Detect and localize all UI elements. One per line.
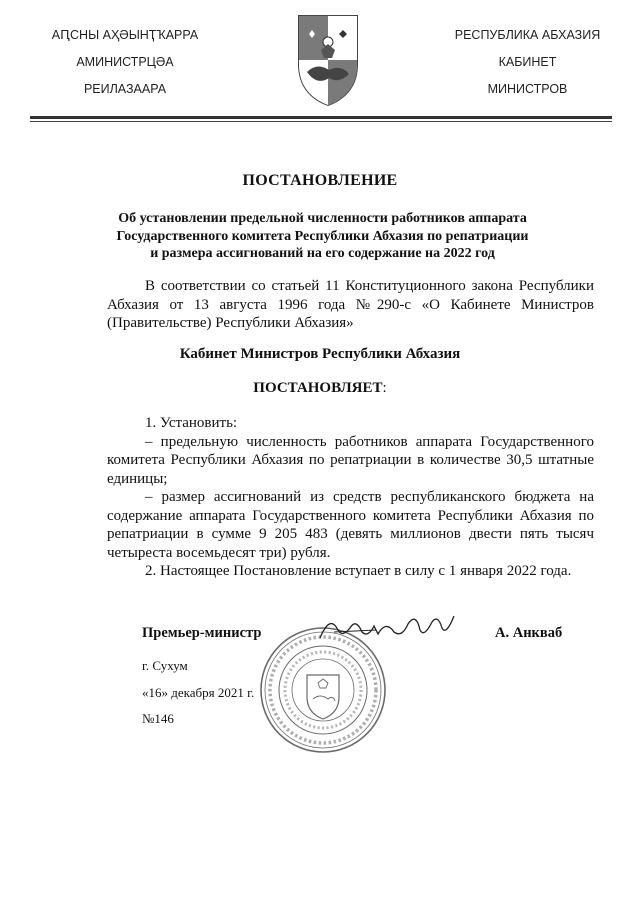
resolves-colon: :: [382, 380, 387, 396]
handwritten-signature: [316, 608, 456, 646]
resolution-body: [107, 414, 594, 581]
header-divider-thin: [30, 121, 612, 122]
preamble: В соответствии со статьей 11 Конституционного закона Республики Абхазия от 13 августа 1996 года №290-с «О Кабинете Министров (Правительстве) Республики Абхазия»: [107, 278, 594, 331]
header-left-line-3: РЕИЛАЗААРА: [83, 82, 167, 96]
document-number: №146: [142, 711, 174, 726]
subject-line-2: Государственного комитета Республики Абхазия по репатриации: [116, 228, 529, 244]
document-subject: [80, 210, 565, 263]
header-divider-thick: [30, 116, 612, 119]
issuing-authority: Кабинет Министров Республики Абхазия: [179, 346, 461, 362]
clause-1: 1. Установить:: [145, 415, 238, 431]
document-title: ПОСТАНОВЛЕНИЕ: [242, 172, 398, 189]
header-abkhaz-column: [40, 25, 210, 106]
header-left-line-2: АМИНИСТРЦӘА: [76, 55, 174, 69]
header-right-line-2: КАБИНЕТ: [498, 55, 557, 69]
coat-of-arms-icon: [295, 12, 361, 108]
subject-line-1: Об установлении предельной численности работников аппарата: [118, 211, 527, 226]
clause-2: 2. Настоящее Постановление вступает в силу с 1 января 2022 года.: [145, 563, 572, 579]
resolves-heading: [0, 380, 640, 397]
signatory-name: А. Анкваб: [495, 625, 563, 641]
header-russian-column: [440, 25, 615, 106]
header-left-line-1: АԤСНЫ АҲӘЫНҬҠАРРА: [51, 28, 199, 42]
resolves-word: ПОСТАНОВЛЯЕТ: [253, 380, 383, 396]
clause-1-budget: – размер ассигнований из средств республиканского бюджета на содержание аппарата Государственного комитета Республики Абхазия по репатриации в сумме 9 205 483 (девять миллионов двести пять тысяч четыреста восемьдесят три) рубля.: [107, 489, 594, 561]
place-of-signing: г. Сухум: [142, 658, 188, 673]
document-date: «16» декабря 2021 г.: [142, 685, 255, 700]
header-right-line-1: РЕСПУБЛИКА АБХАЗИЯ: [454, 28, 601, 42]
signatory-title: Премьер-министр: [142, 625, 262, 641]
clause-1-staff: – предельную численность работников аппарата Государственного комитета Республики Абхазия по репатриации в количестве 30,5 штатные единицы;: [107, 433, 594, 487]
subject-line-3: и размера ассигнований на его содержание на 2022 год: [150, 246, 495, 261]
header-right-line-3: МИНИСТРОВ: [487, 82, 568, 96]
